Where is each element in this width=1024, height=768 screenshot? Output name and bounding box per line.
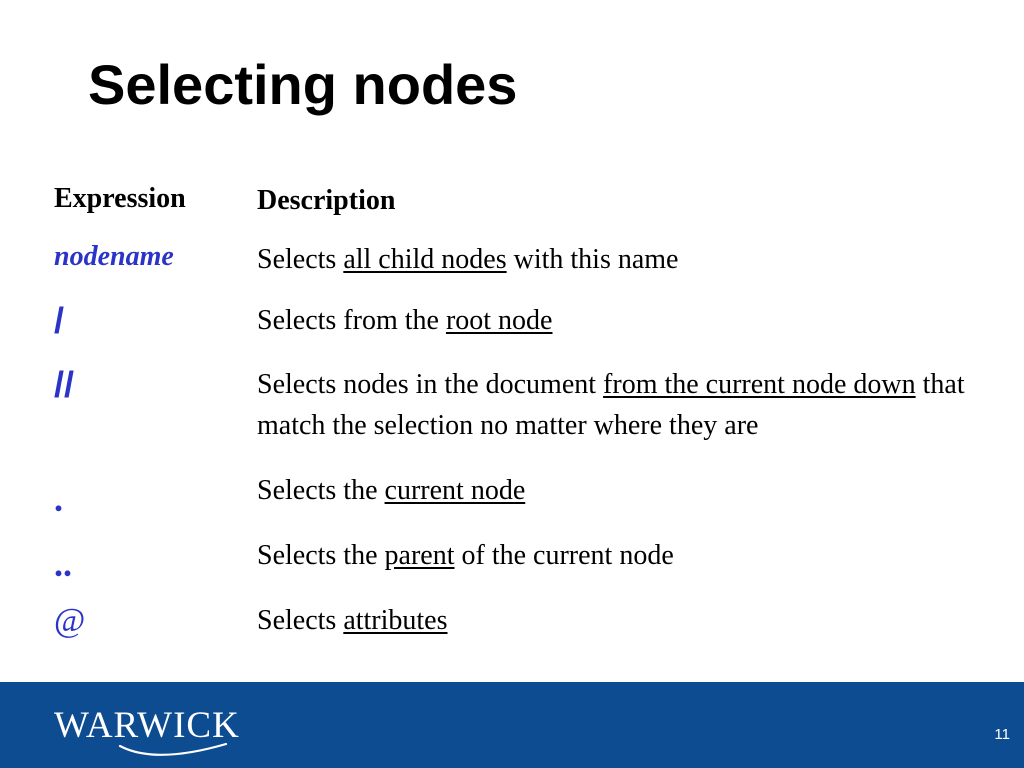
description-link-text: all child nodes <box>343 244 507 275</box>
description-text: with this name <box>506 244 679 275</box>
footer-bar <box>0 682 1024 768</box>
description-cell <box>257 470 1017 511</box>
description-link-text: attributes <box>343 605 448 636</box>
description-text: Selects <box>257 605 344 636</box>
description-text: that match the selection no matter where they are <box>257 369 965 441</box>
expression-cell: @ <box>54 602 86 639</box>
header-expression: Expression <box>54 183 186 214</box>
description-cell <box>257 600 1017 641</box>
expression-cell: // <box>54 364 75 405</box>
expression-cell: nodename <box>54 241 174 272</box>
warwick-logo: WARWICK <box>54 705 240 746</box>
expression-cell: .. <box>54 544 72 584</box>
header-description: Description <box>257 185 396 216</box>
description-cell <box>257 300 1017 341</box>
description-text: of the current node <box>454 540 674 571</box>
description-text: Selects nodes in the document <box>257 369 604 400</box>
description-link-text: from the current node down <box>603 369 916 400</box>
description-link-text: root node <box>445 305 553 336</box>
slide-title: Selecting nodes <box>88 53 518 116</box>
description-link-text: parent <box>384 540 455 571</box>
description-text: Selects from the <box>257 305 446 336</box>
description-text: Selects the <box>257 540 385 571</box>
description-cell <box>257 535 1017 576</box>
description-cell <box>257 364 1017 446</box>
description-link-text: current node <box>384 475 526 506</box>
description-cell <box>257 239 1017 280</box>
page-number: 11 <box>994 726 1010 743</box>
description-text: Selects the <box>257 475 385 506</box>
description-text: Selects <box>257 244 344 275</box>
expression-cell: . <box>54 479 63 519</box>
expression-cell: / <box>54 300 65 341</box>
logo-swoosh-icon <box>118 740 228 758</box>
